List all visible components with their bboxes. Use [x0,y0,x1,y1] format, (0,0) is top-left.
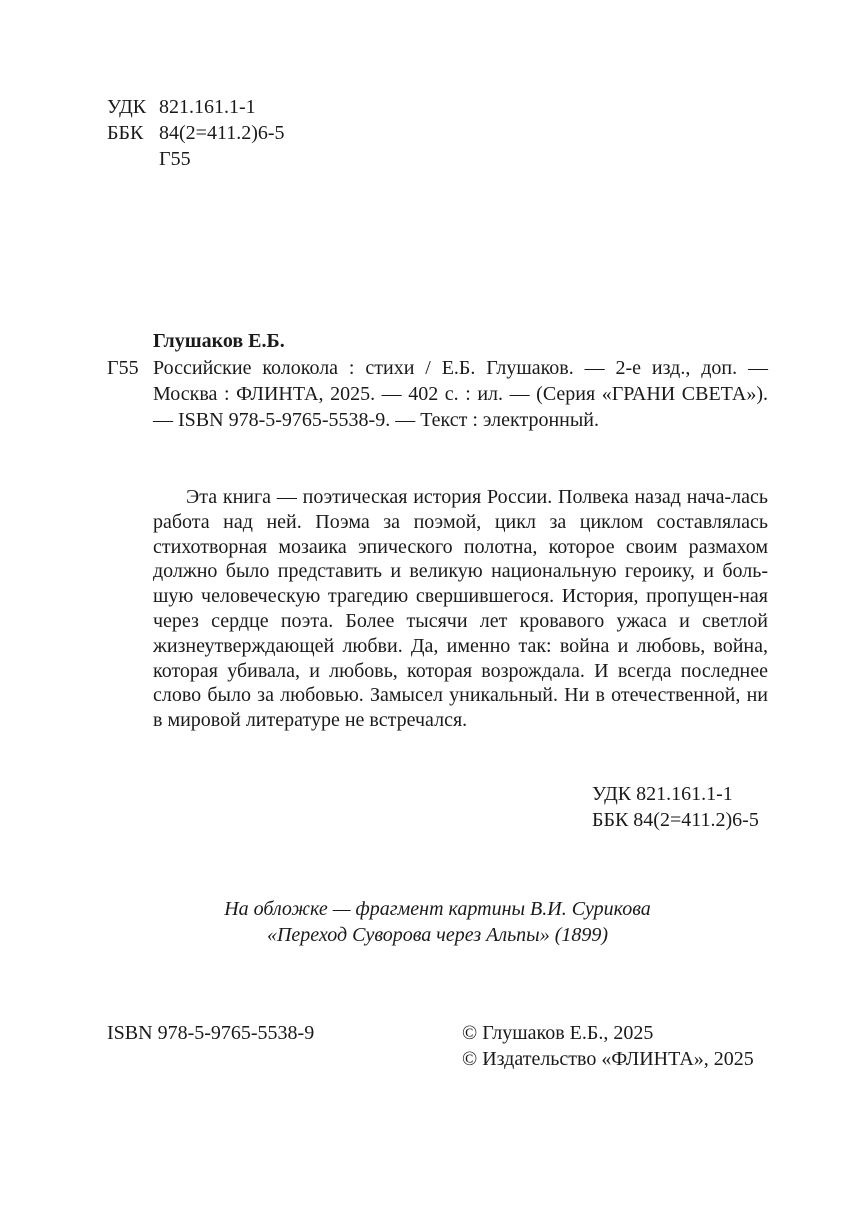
copyright-publisher: © Издательство «ФЛИНТА», 2025 [462,1048,754,1070]
copyright-block [462,1020,754,1072]
udk-label: УДК [107,96,147,118]
cover-note [107,896,768,948]
udk-row [107,94,285,120]
copyright-author: © Глушаков Е.Б., 2025 [462,1022,654,1044]
bbk-row [107,120,285,146]
catalog-author-mark: Г55 [107,357,139,379]
udk-bottom: УДК 821.161.1-1 [592,783,733,805]
bbk-value: 84(2=411.2)6-5 [159,122,285,144]
isbn: ISBN 978-5-9765-5538-9 [107,1022,315,1044]
bbk-label: ББК [107,122,144,144]
catalog-author: Глушаков Е.Б. [153,330,285,352]
catalog-description: Российские колокола : стихи / Е.Б. Глушаков. — 2-е изд., доп. — Москва : ФЛИНТА, 2025. — 402 с. : ил. — (Серия «ГРАНИ СВЕТА»). — ISBN 978-5-9765-5538-9. — Текст : электронный. [153,357,768,431]
udk-value: 821.161.1-1 [159,96,256,118]
cover-note-line-2: «Переход Суворова через Альпы» (1899) [266,924,609,946]
classification-codes-bottom [592,781,759,833]
cover-note-line-1: На обложке — фрагмент картины В.И. Сурикова [224,898,651,920]
classification-codes-top [107,94,285,172]
bbk-bottom: ББК 84(2=411.2)6-5 [592,809,759,831]
book-abstract: Эта книга — поэтическая история России. Полвека назад нача-лась работа над ней. Поэма за поэмой, цикл за циклом составлялась стихотворная мозаика эпического полотна, которое своим размахом должно было представить и великую национальную героику, и боль-шую человеческую трагедию свершившегося. История, пропущен-ная через сердце поэта. Более тысячи лет кровавого ужаса и светлой жизнеутверждающей любви. Да, именно так: война и любовь, война, которая убивала, и любовь, которая возрождала. И всегда последнее слово было за любовью. Замысел уникальный. Ни в отечественной, ни в мировой литературе не встречался. [153,486,768,732]
author-mark-top: Г55 [159,148,191,170]
